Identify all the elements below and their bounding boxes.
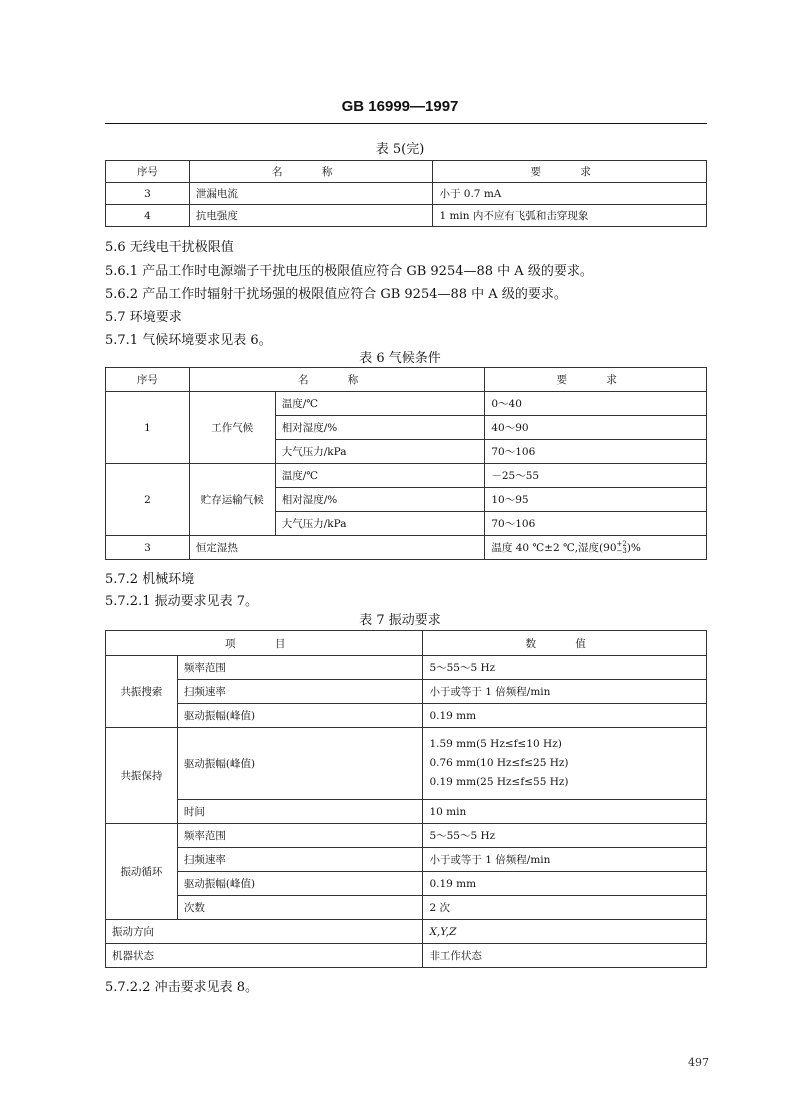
table-row (106, 896, 707, 920)
amplitude-range: 1.59 mm(5 Hz≤f≤10 Hz) (429, 738, 562, 750)
table7-value: X,Y,Z (423, 920, 707, 944)
table5-header-req: 要 求 (433, 161, 707, 183)
table7-value: 小于或等于 1 倍频程/min (423, 848, 707, 872)
table6-group-name: 工作气候 (189, 392, 275, 464)
table6-caption: 表 6 气候条件 (359, 351, 441, 366)
table6-header-name: 名 称 (189, 368, 485, 392)
section-5-7-1: 5.7.1 气候环境要求见表 6。 (105, 333, 272, 348)
table5-cell: 1 min 内不应有飞弧和击穿现象 (433, 205, 707, 227)
table7-item: 频率范围 (177, 656, 423, 680)
table6-group-no: 2 (106, 464, 190, 536)
table-row (106, 205, 707, 227)
table7-item: 扫频速率 (177, 848, 423, 872)
table7-item: 振动方向 (106, 920, 423, 944)
tolerance-plus: +2 (616, 540, 627, 548)
table6-value: 10～95 (485, 488, 707, 512)
section-5-6-1: 5.6.1 产品工作时电源端子干扰电压的极限值应符合 GB 9254—88 中 A 级的要求。 (105, 264, 593, 279)
table6-header-req: 要 求 (485, 368, 707, 392)
table7 (105, 630, 707, 968)
table5-header-no: 序号 (106, 161, 190, 183)
amplitude-range: 0.19 mm(25 Hz≤f≤55 Hz) (429, 776, 569, 788)
section-5-7-2-2: 5.7.2.2 冲击要求见表 8。 (105, 980, 259, 995)
table5-cell: 泄漏电流 (189, 183, 433, 205)
table7-item: 扫频速率 (177, 680, 423, 704)
table6-value: －25～55 (485, 464, 707, 488)
table6-item: 温度/℃ (275, 464, 485, 488)
section-5-6: 5.6 无线电干扰极限值 (105, 240, 234, 255)
table7-value: 0.19 mm (423, 704, 707, 728)
table7-value: 小于或等于 1 倍频程/min (423, 680, 707, 704)
table-row (106, 536, 707, 560)
table5-cell: 3 (106, 183, 190, 205)
table6-value: 40～90 (485, 416, 707, 440)
table6-header-no: 序号 (106, 368, 190, 392)
table7-value: 2 次 (423, 896, 707, 920)
table6-value: 0～40 (485, 392, 707, 416)
table5-cell: 4 (106, 205, 190, 227)
table6-group-name: 贮存运输气候 (189, 464, 275, 536)
table6-value: 70～106 (485, 512, 707, 536)
table7-item: 机器状态 (106, 944, 423, 968)
table6-item: 温度/℃ (275, 392, 485, 416)
table-row (106, 656, 707, 680)
table5-cell: 小于 0.7 mA (433, 183, 707, 205)
table7-item: 驱动振幅(峰值) (177, 728, 423, 800)
table7-value (423, 728, 707, 800)
header-rule (105, 123, 707, 124)
page-number: 497 (688, 1056, 709, 1069)
table-row (106, 848, 707, 872)
table-row (106, 704, 707, 728)
table6-row3-value (485, 536, 707, 560)
table6-row3-value-end: )% (626, 542, 641, 554)
table7-value: 0.19 mm (423, 872, 707, 896)
table6-row3-value-main: 温度 40 ℃±2 ℃,湿度(90 (491, 542, 617, 554)
table6-item: 相对湿度/% (275, 488, 485, 512)
table6 (105, 367, 707, 560)
table5 (105, 160, 707, 227)
table7-value: 5～55～5 Hz (423, 824, 707, 848)
table5-cell: 抗电强度 (189, 205, 433, 227)
section-5-7-2-1: 5.7.2.1 振动要求见表 7。 (105, 594, 259, 609)
table7-group-name: 振动循环 (106, 824, 178, 920)
page-header: GB 16999—1997 (341, 98, 459, 115)
table-row (106, 872, 707, 896)
table-row (106, 944, 707, 968)
table7-item: 次数 (177, 896, 423, 920)
table7-header-item: 项 目 (106, 631, 423, 656)
table-row (106, 392, 707, 416)
table7-group-name: 共振保持 (106, 728, 178, 824)
table6-item: 大气压力/kPa (275, 512, 485, 536)
table-row (106, 464, 707, 488)
table6-row3-name: 恒定湿热 (189, 536, 485, 560)
tolerance-minus: −3 (616, 547, 627, 555)
table-row (106, 800, 707, 824)
table7-item: 时间 (177, 800, 423, 824)
table-row (106, 920, 707, 944)
table6-group-no: 1 (106, 392, 190, 464)
table7-value: 5～55～5 Hz (423, 656, 707, 680)
table-row (106, 680, 707, 704)
table5-header-name: 名 称 (189, 161, 433, 183)
table7-item: 频率范围 (177, 824, 423, 848)
table7-value: 非工作状态 (423, 944, 707, 968)
table7-item: 驱动振幅(峰值) (177, 704, 423, 728)
table6-value: 70～106 (485, 440, 707, 464)
section-5-7-2: 5.7.2 机械环境 (105, 572, 195, 587)
amplitude-range: 0.76 mm(10 Hz≤f≤25 Hz) (429, 757, 569, 769)
table-row (106, 824, 707, 848)
table6-item: 大气压力/kPa (275, 440, 485, 464)
table6-item: 相对湿度/% (275, 416, 485, 440)
table7-item: 驱动振幅(峰值) (177, 872, 423, 896)
table7-group-name: 共振搜索 (106, 656, 178, 728)
table7-caption: 表 7 振动要求 (359, 613, 441, 628)
table5-caption: 表 5(完) (375, 142, 425, 157)
table7-header-value: 数 值 (423, 631, 707, 656)
table7-value: 10 min (423, 800, 707, 824)
tolerance-stack (617, 541, 627, 555)
table-row (106, 183, 707, 205)
section-5-6-2: 5.6.2 产品工作时辐射干扰场强的极限值应符合 GB 9254—88 中 A 级的要求。 (105, 287, 567, 302)
table6-row3-no: 3 (106, 536, 190, 560)
section-5-7: 5.7 环境要求 (105, 310, 182, 325)
table-row (106, 728, 707, 800)
